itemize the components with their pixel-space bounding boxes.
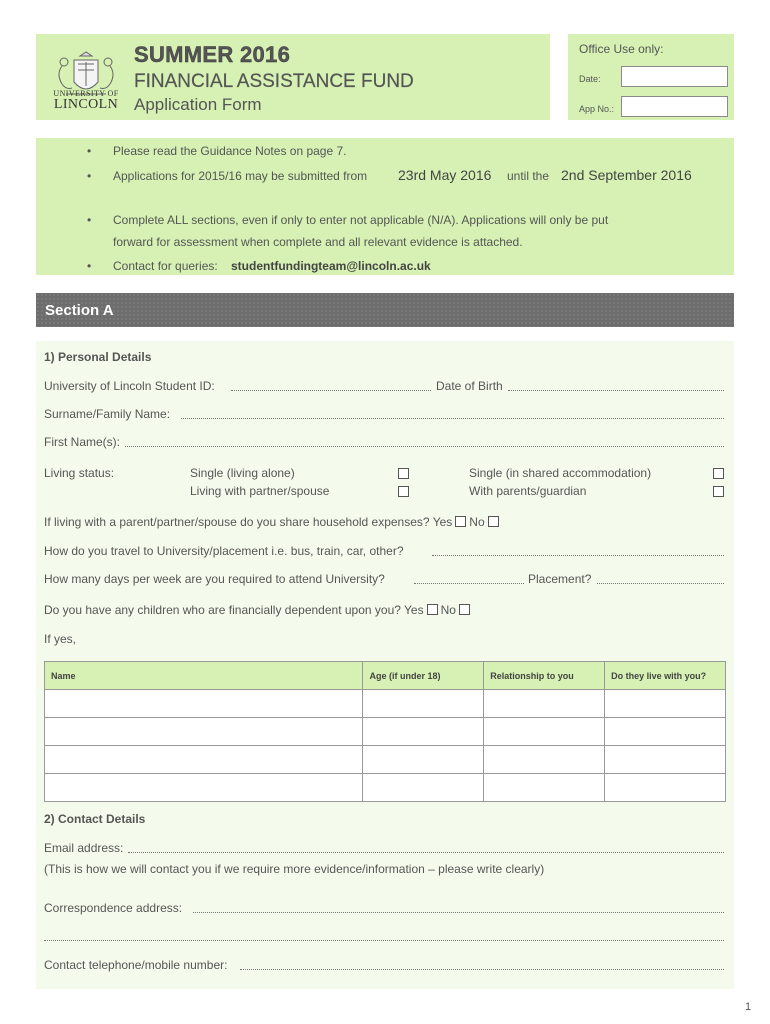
bullet: • xyxy=(87,144,92,158)
table-cell[interactable] xyxy=(605,746,726,774)
note-complete-line2: forward for assessment when complete and all relevant evidence is attached. xyxy=(113,235,523,249)
note-start-date: 23rd May 2016 xyxy=(398,167,492,183)
table-cell[interactable] xyxy=(484,718,605,746)
office-use-title: Office Use only: xyxy=(579,42,664,56)
note-guidance: Please read the Guidance Notes on page 7. xyxy=(113,144,347,158)
logo-text-university-of: UNIVERSITY OF xyxy=(53,89,119,98)
travel-label: How do you travel to University/placement i.e. bus, train, car, other? xyxy=(44,544,404,558)
option-single-shared-label: Single (in shared accommodation) xyxy=(469,466,652,480)
column-header-age: Age (if under 18) xyxy=(363,662,484,690)
days-label: How many days per week are you required to attend University? xyxy=(44,572,385,586)
bullet: • xyxy=(87,259,92,273)
column-header-name: Name xyxy=(45,662,363,690)
if-yes-label: If yes, xyxy=(44,632,77,646)
section-a-bar xyxy=(36,293,734,327)
dob-field[interactable] xyxy=(508,390,724,391)
children-no-checkbox[interactable] xyxy=(459,604,470,615)
table-cell[interactable] xyxy=(484,690,605,718)
no-label: No xyxy=(440,603,456,617)
office-date-label: Date: xyxy=(579,74,601,84)
single-alone-checkbox[interactable] xyxy=(398,468,409,479)
share-expenses-question xyxy=(44,515,502,529)
dependants-table xyxy=(44,661,726,802)
children-yes-checkbox[interactable] xyxy=(427,604,438,615)
bullet: • xyxy=(87,213,92,227)
share-expenses-yes-checkbox[interactable] xyxy=(455,516,466,527)
correspondence-field[interactable] xyxy=(193,912,724,913)
option-partner-label: Living with partner/spouse xyxy=(190,484,330,498)
single-shared-checkbox[interactable] xyxy=(713,468,724,479)
table-cell[interactable] xyxy=(45,690,363,718)
phone-label: Contact telephone/mobile number: xyxy=(44,958,228,972)
surname-label: Surname/Family Name: xyxy=(44,407,171,421)
fund-title: FINANCIAL ASSISTANCE FUND xyxy=(134,71,414,92)
note-end-date: 2nd September 2016 xyxy=(561,167,692,183)
table-row xyxy=(45,690,726,718)
column-header-lives-with: Do they live with you? xyxy=(605,662,726,690)
first-names-field[interactable] xyxy=(125,446,724,447)
email-label: Email address: xyxy=(44,841,124,855)
first-names-label: First Name(s): xyxy=(44,435,120,449)
option-single-alone-label: Single (living alone) xyxy=(190,466,295,480)
table-cell[interactable] xyxy=(605,774,726,802)
note-until: until the xyxy=(507,169,550,183)
table-cell[interactable] xyxy=(45,774,363,802)
dob-label: Date of Birth xyxy=(436,379,503,393)
option-parents-label: With parents/guardian xyxy=(469,484,587,498)
table-cell[interactable] xyxy=(363,690,484,718)
table-cell[interactable] xyxy=(605,718,726,746)
table-row xyxy=(45,774,726,802)
children-question xyxy=(44,603,473,617)
student-id-label: University of Lincoln Student ID: xyxy=(44,379,215,393)
placement-label: Placement? xyxy=(528,572,592,586)
correspondence-label: Correspondence address: xyxy=(44,901,183,915)
page-number: 1 xyxy=(745,1001,752,1013)
table-cell[interactable] xyxy=(363,718,484,746)
placement-field[interactable] xyxy=(597,583,724,584)
office-app-label: App No.: xyxy=(579,104,615,114)
email-note: (This is how we will contact you if we require more evidence/information – please write clearly) xyxy=(44,862,545,876)
partner-checkbox[interactable] xyxy=(398,486,409,497)
table-cell[interactable] xyxy=(45,746,363,774)
table-row xyxy=(45,746,726,774)
section-a-title: Section A xyxy=(45,302,114,319)
table-cell[interactable] xyxy=(484,746,605,774)
phone-field[interactable] xyxy=(240,969,724,970)
correspondence-field-line2[interactable] xyxy=(44,940,724,941)
contact-details-heading: 2) Contact Details xyxy=(44,812,146,826)
note-complete-line1: Complete ALL sections, even if only to enter not applicable (N/A). Applications will only be put xyxy=(113,213,609,227)
email-field[interactable] xyxy=(128,852,724,853)
office-date-field[interactable] xyxy=(621,66,728,87)
table-cell[interactable] xyxy=(484,774,605,802)
surname-field[interactable] xyxy=(181,418,724,419)
column-header-relationship: Relationship to you xyxy=(484,662,605,690)
logo-text-lincoln: LINCOLN xyxy=(53,97,119,112)
table-cell[interactable] xyxy=(605,690,726,718)
guidance-notes-panel xyxy=(36,138,734,275)
living-status-label: Living status: xyxy=(44,466,115,480)
table-cell[interactable] xyxy=(45,718,363,746)
share-expenses-text: If living with a parent/partner/spouse do you share household expenses? Yes xyxy=(44,515,453,529)
share-expenses-no-checkbox[interactable] xyxy=(488,516,499,527)
form-name: Application Form xyxy=(134,95,262,114)
office-app-field[interactable] xyxy=(621,96,728,117)
student-id-field[interactable] xyxy=(231,390,431,391)
table-row xyxy=(45,718,726,746)
contact-email-link[interactable]: studentfundingteam@lincoln.ac.uk xyxy=(231,259,431,273)
page-title: SUMMER 2016 xyxy=(134,42,291,67)
no-label: No xyxy=(469,515,485,529)
table-header-row xyxy=(45,662,726,690)
children-text: Do you have any children who are financially dependent upon you? Yes xyxy=(44,603,424,617)
travel-field[interactable] xyxy=(432,555,724,556)
parents-checkbox[interactable] xyxy=(713,486,724,497)
personal-details-heading: 1) Personal Details xyxy=(44,350,152,364)
table-cell[interactable] xyxy=(363,746,484,774)
table-cell[interactable] xyxy=(363,774,484,802)
note-contact-prefix: Contact for queries: xyxy=(113,259,218,273)
days-field[interactable] xyxy=(414,583,524,584)
note-dates-prefix: Applications for 2015/16 may be submitted from xyxy=(113,169,368,183)
bullet: • xyxy=(87,169,92,183)
